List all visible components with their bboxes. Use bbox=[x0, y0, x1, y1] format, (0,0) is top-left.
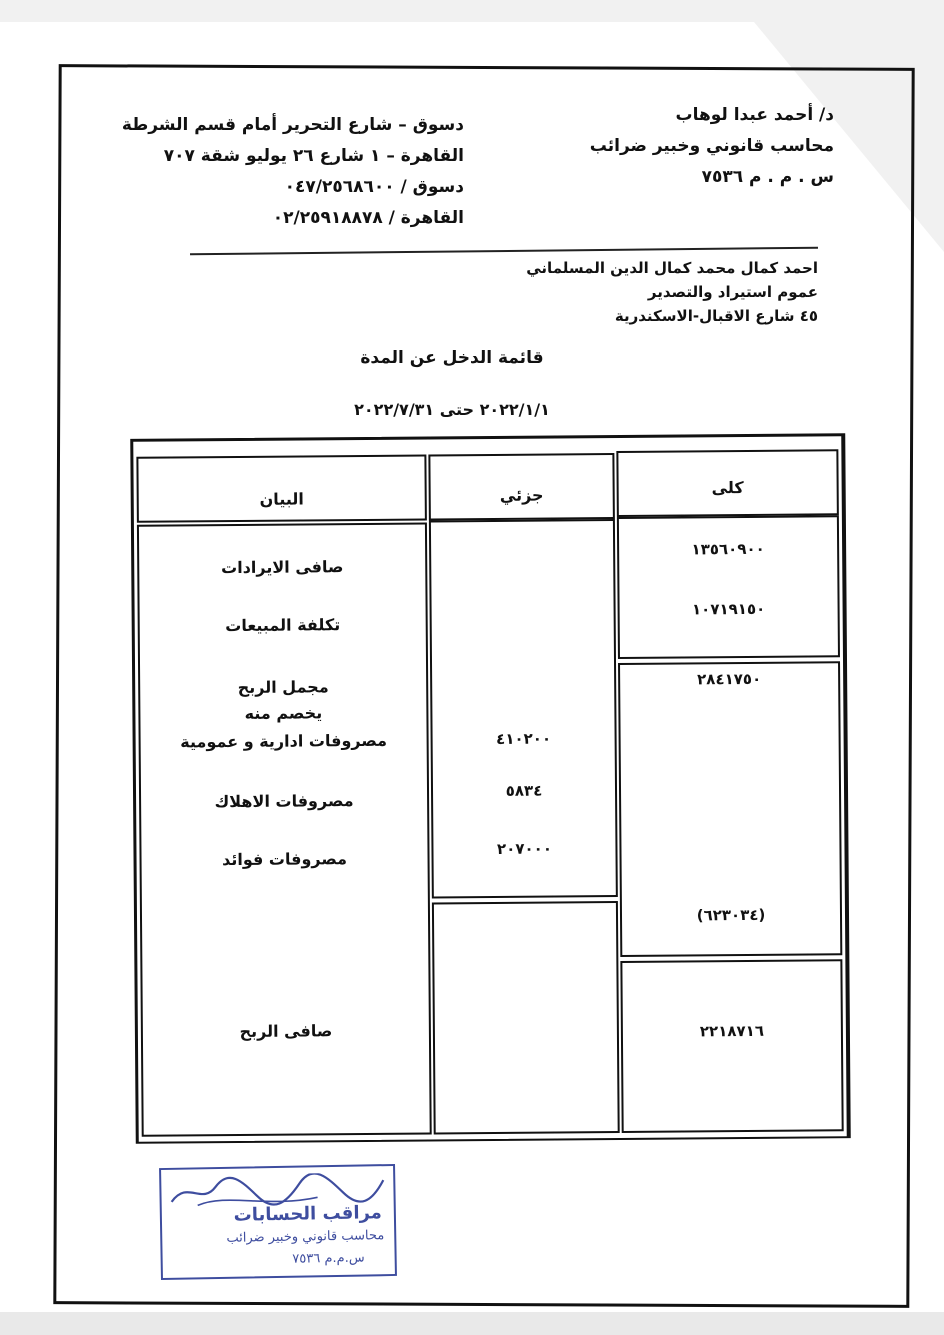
header-total: كلى bbox=[711, 478, 744, 498]
total-cost-of-sales: ١٠٧١٩١٥٠ bbox=[691, 599, 766, 619]
accountant-title: محاسب قانوني وخبير ضرائب bbox=[589, 136, 834, 156]
total-cell-revenues bbox=[617, 515, 840, 659]
client-activity: عموم استيراد والتصدير bbox=[647, 283, 818, 301]
phone-cairo: القاهرة / ٠٢/٢٥٩١٨٨٧٨ bbox=[272, 208, 464, 228]
address-cairo: القاهرة – ١ شارع ٢٦ يوليو شقة ٧٠٧ bbox=[163, 146, 464, 166]
total-cell-net-profit bbox=[620, 959, 843, 1133]
client-name: احمد كمال محمد كمال الدين المسلماني bbox=[526, 259, 818, 277]
accountant-letterhead bbox=[590, 100, 834, 193]
label-interest: مصروفات فوائد bbox=[221, 849, 348, 870]
partial-admin-expenses: ٤١٠٢٠٠ bbox=[496, 729, 552, 748]
income-statement-table bbox=[130, 433, 851, 1144]
client-address: ٤٥ شارع الاقبال-الاسكندرية bbox=[614, 307, 818, 325]
accountant-name: د/ أحمد عبدا لوهاب bbox=[675, 105, 834, 125]
office-addresses bbox=[122, 110, 464, 234]
statement-title: قائمة الدخل عن المدة bbox=[360, 348, 544, 368]
total-net-revenue: ١٣٥٦٠٩٠٠ bbox=[691, 539, 765, 559]
label-cost-of-sales: تكلفة المبيعات bbox=[225, 615, 341, 636]
stamp-subtitle: محاسب قانوني وخبير ضرائب bbox=[226, 1228, 385, 1246]
label-depreciation: مصروفات الاهلاك bbox=[214, 791, 354, 812]
label-net-profit: صافى الربح bbox=[239, 1021, 333, 1041]
client-info bbox=[526, 256, 818, 328]
auditor-stamp bbox=[159, 1164, 397, 1280]
address-desouk: دسوق – شارع التحرير أمام قسم الشرطة bbox=[121, 115, 464, 135]
label-deduct: يخصم منه bbox=[244, 703, 323, 723]
header-partial: جزئي bbox=[499, 485, 544, 505]
accountant-registration: س . م . م ٧٥٣٦ bbox=[701, 167, 834, 187]
total-net-profit: ٢٢١٨٧١٦ bbox=[699, 1021, 765, 1041]
phone-desouk: دسوق / ٠٤٧/٢٥٦٨٦٠٠ bbox=[284, 177, 464, 197]
stamp-registration: س.م.م ٧٥٣٦ bbox=[292, 1250, 365, 1267]
header-description: البيان bbox=[259, 489, 304, 509]
partial-depreciation: ٥٨٣٤ bbox=[505, 781, 543, 800]
statement-period: ٢٠٢٢/١/١ حتى ٢٠٢٢/٧/٣١ bbox=[354, 400, 550, 419]
label-net-revenue: صافى الايرادات bbox=[221, 557, 344, 578]
partial-interest: ٢٠٧٠٠٠ bbox=[496, 839, 553, 858]
total-gross-profit: ٢٨٤١٧٥٠ bbox=[697, 669, 762, 689]
label-admin-expenses: مصروفات ادارية و عمومية bbox=[180, 730, 388, 752]
page-shadow bbox=[0, 1312, 944, 1335]
label-gross-profit: مجمل الربح bbox=[237, 677, 329, 697]
stamp-title: مراقب الحسابات bbox=[233, 1202, 383, 1226]
partial-column-lower bbox=[432, 901, 620, 1134]
total-expenses: (٦٢٣٠٣٤) bbox=[696, 905, 766, 925]
